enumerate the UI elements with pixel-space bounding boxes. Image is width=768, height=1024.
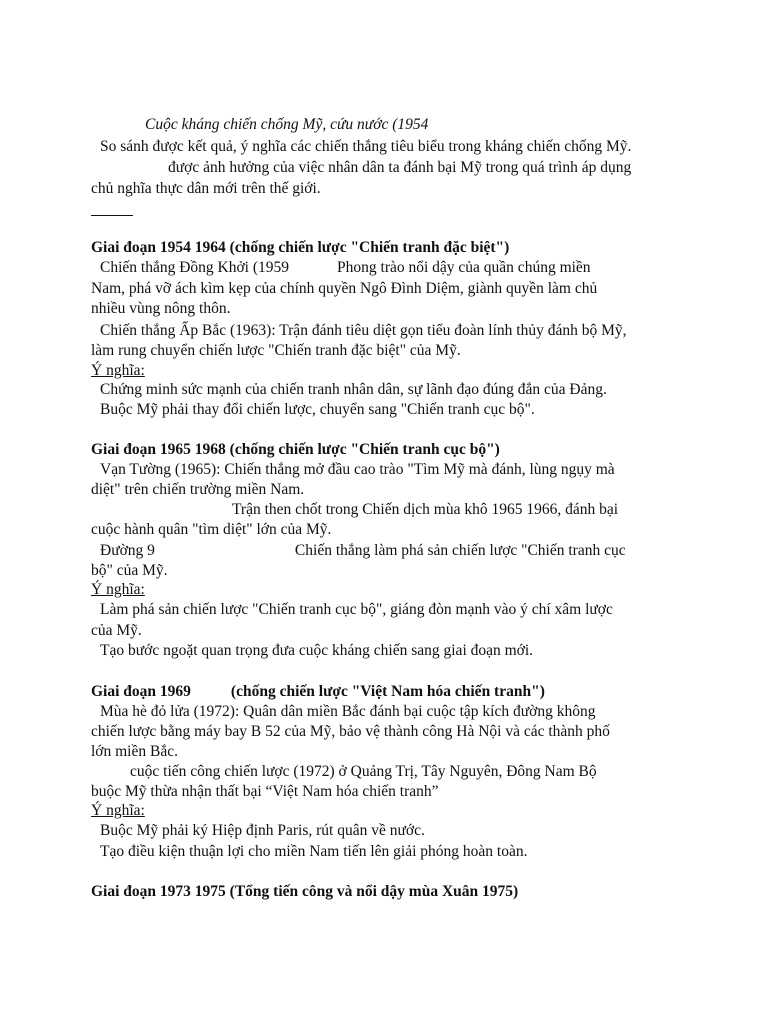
- paragraph-line: lớn miền Bắc.: [91, 743, 178, 760]
- paragraph-text: Chiến thắng làm phá sản chiến lược "Chiến tranh cục: [294, 542, 626, 559]
- paragraph-text: Đường 9: [100, 542, 155, 559]
- paragraph-line: diệt" trên chiến trường miền Nam.: [91, 481, 305, 498]
- meaning-item: Buộc Mỹ phải thay đổi chiến lược, chuyển sang "Chiến tranh cục bộ".: [100, 401, 535, 418]
- paragraph-line: Vạn Tường (1965): Chiến thắng mở đầu cao trào "Tìm Mỹ mà đánh, lùng ngụy mà: [100, 461, 615, 478]
- paragraph-text: Chiến thắng Đồng Khởi (1959: [100, 259, 290, 276]
- meaning-label: Ý nghĩa:: [91, 581, 145, 598]
- paragraph-line: [100, 541, 626, 561]
- paragraph-line: Nam, phá vỡ ách kìm kẹp của chính quyền Ngô Đình Diệm, giành quyền làm chủ: [91, 280, 598, 297]
- intro-line: chủ nghĩa thực dân mới trên thế giới.: [91, 180, 321, 197]
- meaning-label: Ý nghĩa:: [91, 362, 145, 379]
- section-heading: [91, 682, 545, 702]
- paragraph-line: làm rung chuyển chiến lược "Chiến tranh đặc biệt" của Mỹ.: [91, 342, 461, 359]
- heading-text: (chống chiến lược "Việt Nam hóa chiến tranh"): [230, 683, 545, 700]
- intro-line: được ảnh hưởng của việc nhân dân ta đánh bại Mỹ trong quá trình áp dụng: [168, 159, 632, 176]
- paragraph-line: chiến lược bằng máy bay B 52 của Mỹ, bảo vệ thành công Hà Nội và các thành phố: [91, 723, 610, 740]
- meaning-label: Ý nghĩa:: [91, 802, 145, 819]
- paragraph-line: nhiều vùng nông thôn.: [91, 300, 231, 317]
- section-heading: Giai đoạn 1954 1964 (chống chiến lược "Chiến tranh đặc biệt"): [91, 239, 510, 256]
- meaning-item: Buộc Mỹ phải ký Hiệp định Paris, rút quân về nước.: [100, 822, 425, 839]
- paragraph-line: [100, 258, 591, 278]
- paragraph-line: cuộc hành quân "tìm diệt" lớn của Mỹ.: [91, 521, 332, 538]
- meaning-item: Tạo bước ngoặt quan trọng đưa cuộc kháng chiến sang giai đoạn mới.: [100, 642, 534, 659]
- paragraph-line: buộc Mỹ thừa nhận thất bại “Việt Nam hóa chiến tranh”: [91, 783, 439, 800]
- meaning-item: Chứng minh sức mạnh của chiến tranh nhân dân, sự lãnh đạo đúng đắn của Đảng.: [100, 381, 607, 398]
- document-title: Cuộc kháng chiến chống Mỹ, cứu nước (1954: [145, 116, 429, 133]
- section-heading: Giai đoạn 1973 1975 (Tổng tiến công và nổi dậy mùa Xuân 1975): [91, 883, 519, 900]
- section-heading: Giai đoạn 1965 1968 (chống chiến lược "Chiến tranh cục bộ"): [91, 441, 500, 458]
- paragraph-line: cuộc tiến công chiến lược (1972) ở Quảng Trị, Tây Nguyên, Đông Nam Bộ: [130, 763, 597, 780]
- paragraph-line: Trận then chốt trong Chiến dịch mùa khô 1965 1966, đánh bại: [232, 501, 619, 518]
- meaning-item: Tạo điều kiện thuận lợi cho miền Nam tiến lên giải phóng hoàn toàn.: [100, 843, 528, 860]
- intro-line: So sánh được kết quả, ý nghĩa các chiến thắng tiêu biểu trong kháng chiến chống Mỹ.: [100, 138, 632, 155]
- meaning-item: Làm phá sản chiến lược "Chiến tranh cục bộ", giáng đòn mạnh vào ý chí xâm lược: [100, 601, 613, 618]
- paragraph-line: Chiến thắng Ấp Bắc (1963): Trận đánh tiêu diệt gọn tiểu đoàn lính thủy đánh bộ Mỹ,: [100, 322, 627, 339]
- paragraph-text: Phong trào nổi dậy của quần chúng miền: [337, 259, 591, 276]
- horizontal-rule: [91, 215, 133, 216]
- heading-text: Giai đoạn 1969: [91, 683, 191, 700]
- paragraph-line: bộ" của Mỹ.: [91, 562, 168, 579]
- paragraph-line: Mùa hè đỏ lửa (1972): Quân dân miền Bắc đánh bại cuộc tập kích đường không: [100, 703, 596, 720]
- meaning-item: của Mỹ.: [91, 622, 142, 639]
